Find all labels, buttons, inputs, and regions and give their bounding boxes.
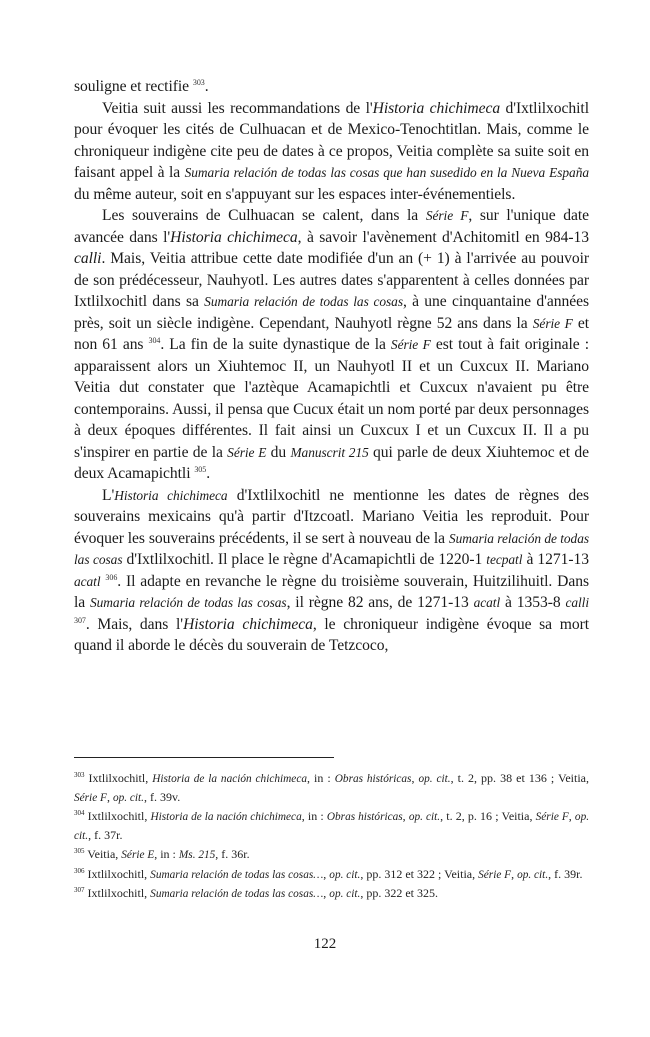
paragraph-4: L'Historia chichimeca d'Ixtlilxochitl ne mentionne les dates de règnes des souverains mexicains qu'à partir d'Itzcoatl. Mariano Veitia les reproduit. Pour évoquer les souverains précédents, il se sert à nouveau de la Sumaria relación de todas las cosas d'Ixtlilxochitl. Il place le règne d'Acamapichtli de 1220-1 tecpatl à 1271-13 acatl $^{306}$. Il adapte en revanche le règne du troisième souverain, Huitzilihuitl. Dans la Sumaria relación de todas las cosas, il règne 82 ans, de 1271-13 acatl à 1353-8 calli $^{307}$. Mais, dans l'Historia chichimeca, le chroniqueur indigène évoque sa mort quand il aborde le décès du souverain de Tetzcoco,: [74, 486, 590, 654]
footnote-ref-303[interactable]: 303: [192, 77, 205, 87]
page-number: 122: [313, 936, 337, 952]
footnote-306: $^{306}$ Ixtlilxochitl, Sumaria relación de todas las cosas…, op. cit., pp. 312 et 322 ; Veitia, Série F, op. cit., f. 39r.: [74, 866, 583, 881]
footnote-304: $^{304}$ Ixtlilxochitl, Historia de la nación chichimeca, in : Obras históricas, op. cit., t. 2, p. 16 ; Veitia, Série F, op. cit., f. 37r.: [74, 809, 590, 842]
footnote-ref-304[interactable]: 304: [148, 335, 161, 345]
footnote-303: $^{303}$ Ixtlilxochitl, Historia de la nación chichimeca, in : Obras históricas, op. cit., t. 2, pp. 38 et 136 ; Veitia, Série F, op. cit., f. 39v.: [74, 771, 590, 804]
footnote-307: $^{307}$ Ixtlilxochitl, Sumaria relación de todas las cosas…, op. cit., pp. 322 et 325.: [74, 886, 439, 900]
footnote-separator: [74, 757, 334, 758]
footnote-ref-306[interactable]: 306: [105, 572, 118, 582]
footnote-ref-305[interactable]: 305: [194, 464, 207, 474]
main-text: [74, 76, 589, 657]
footnote-305: $^{305}$ Veitia, Série E, in : Ms. 215, f. 36r.: [74, 847, 250, 861]
footnotes: [74, 770, 589, 905]
paragraph-3: Les souverains de Culhuacan se calent, dans la Série F, sur l'unique date avancée dans l'Historia chichimeca, à savoir l'avènement d'Achitomitl en 984-13 calli. Mais, Veitia attribue cette date modifiée d'un an (+ 1) à l'arrivée au pouvoir de son prédécesseur, Nauhyotl. Les autres dates s'apparentent à celles données par Ixtlilxochitl dans sa Sumaria relación de todas las cosas, à une cinquantaine d'années près, soit un siècle indigène. Cependant, Nauhyotl règne 52 ans dans la Série F et non 61 ans $^{304}$. La fin de la suite dynastique de la Série F est tout à fait originale : apparaissent alors un Xiuhtemoc II, un Nauhyotl II et un Cuxcux II. Mariano Veitia dut constater que l'aztèque Acamapichtli et Cuxcux n'avaient pu être contemporains. Aussi, il pensa que Cucux était un nom porté par deux personnages à deux époques différentes. Il fait ainsi un Cuxcux I et un Cuxcux II. Il a pu s'inspirer en partie de la Série E du Manuscrit 215 qui parle de deux Xiuhtemoc et de deux Acamapichtli $^{305}$.: [74, 207, 589, 482]
paragraph-1: souligne et rectifie $^{303}$.: [74, 77, 209, 95]
footnote-ref-307[interactable]: 307: [74, 615, 86, 625]
paragraph-2: Veitia suit aussi les recommandations de l'Historia chichimeca d'Ixtlilxochitl pour évoquer les cités de Culhuacan et de Mexico-Tenochtitlan. Mais, comme le chroniqueur indigène cite peu de dates à ce propos, Veitia complète sa suite soit en faisant appel à la Sumaria relación de todas las cosas que han susedido en la Nueva España du même auteur, soit en s'appuyant sur les espaces inter-événementiels.: [74, 99, 589, 203]
